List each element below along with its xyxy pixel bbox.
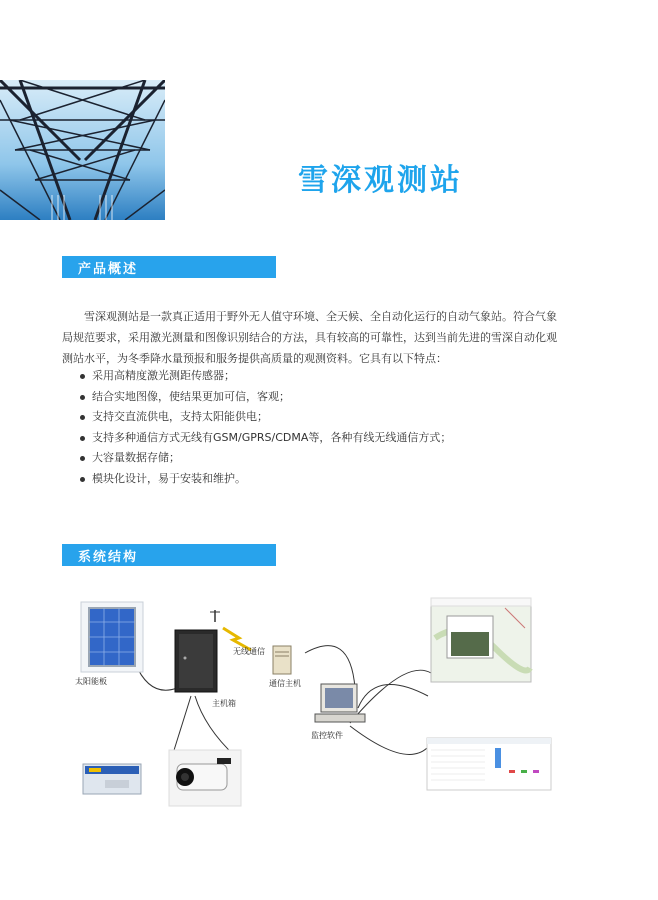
section-title-overview: 产品概述 xyxy=(78,262,139,277)
data-table-screenshot-icon xyxy=(427,738,551,790)
feature-item: 结合实地图像，使结果更加可信，客观； xyxy=(62,387,562,408)
feature-list xyxy=(62,366,562,489)
label-server: 通信主机 xyxy=(269,679,301,688)
feature-item: 支持交直流供电，支持太阳能供电； xyxy=(62,407,562,428)
computer-icon xyxy=(315,684,365,722)
label-main-box: 主机箱 xyxy=(212,699,236,708)
page-title: 雪深观测站 xyxy=(298,163,463,198)
feature-item: 采用高精度激光测距传感器； xyxy=(62,366,562,387)
camera-icon xyxy=(169,750,241,806)
data-logger-icon xyxy=(83,764,141,794)
map-screenshot-icon xyxy=(431,598,531,682)
main-box-icon xyxy=(175,630,217,692)
feature-item: 支持多种通信方式无线有GSM/GPRS/CDMA等，各种有线无线通信方式； xyxy=(62,428,562,449)
solar-panel-icon xyxy=(81,602,143,672)
section-header-structure xyxy=(62,544,276,566)
section-header-overview xyxy=(62,256,276,278)
intro-paragraph: 雪深观测站是一款真正适用于野外无人值守环境、全天候、全自动化运行的自动气象站。符合气象局规范要求，采用激光测量和图像识别结合的方法，具有较高的可靠性，达到当前先进的雪深自动化观测站水平，为冬季降水量预报和服务提供高质量的观测资料。它具有以下特点： xyxy=(62,310,557,365)
feature-item: 模块化设计，易于安装和维护。 xyxy=(62,469,562,490)
feature-item: 大容量数据存储； xyxy=(62,448,562,469)
system-diagram xyxy=(75,578,566,808)
label-monitor-software: 监控软件 xyxy=(311,731,343,740)
label-solar-panel: 太阳能板 xyxy=(75,677,107,686)
label-wireless: 无线通信 xyxy=(233,647,265,656)
hero-tower-image xyxy=(0,80,165,220)
section-title-structure: 系统结构 xyxy=(78,550,139,565)
server-icon xyxy=(273,646,291,674)
antenna-icon xyxy=(210,610,220,622)
